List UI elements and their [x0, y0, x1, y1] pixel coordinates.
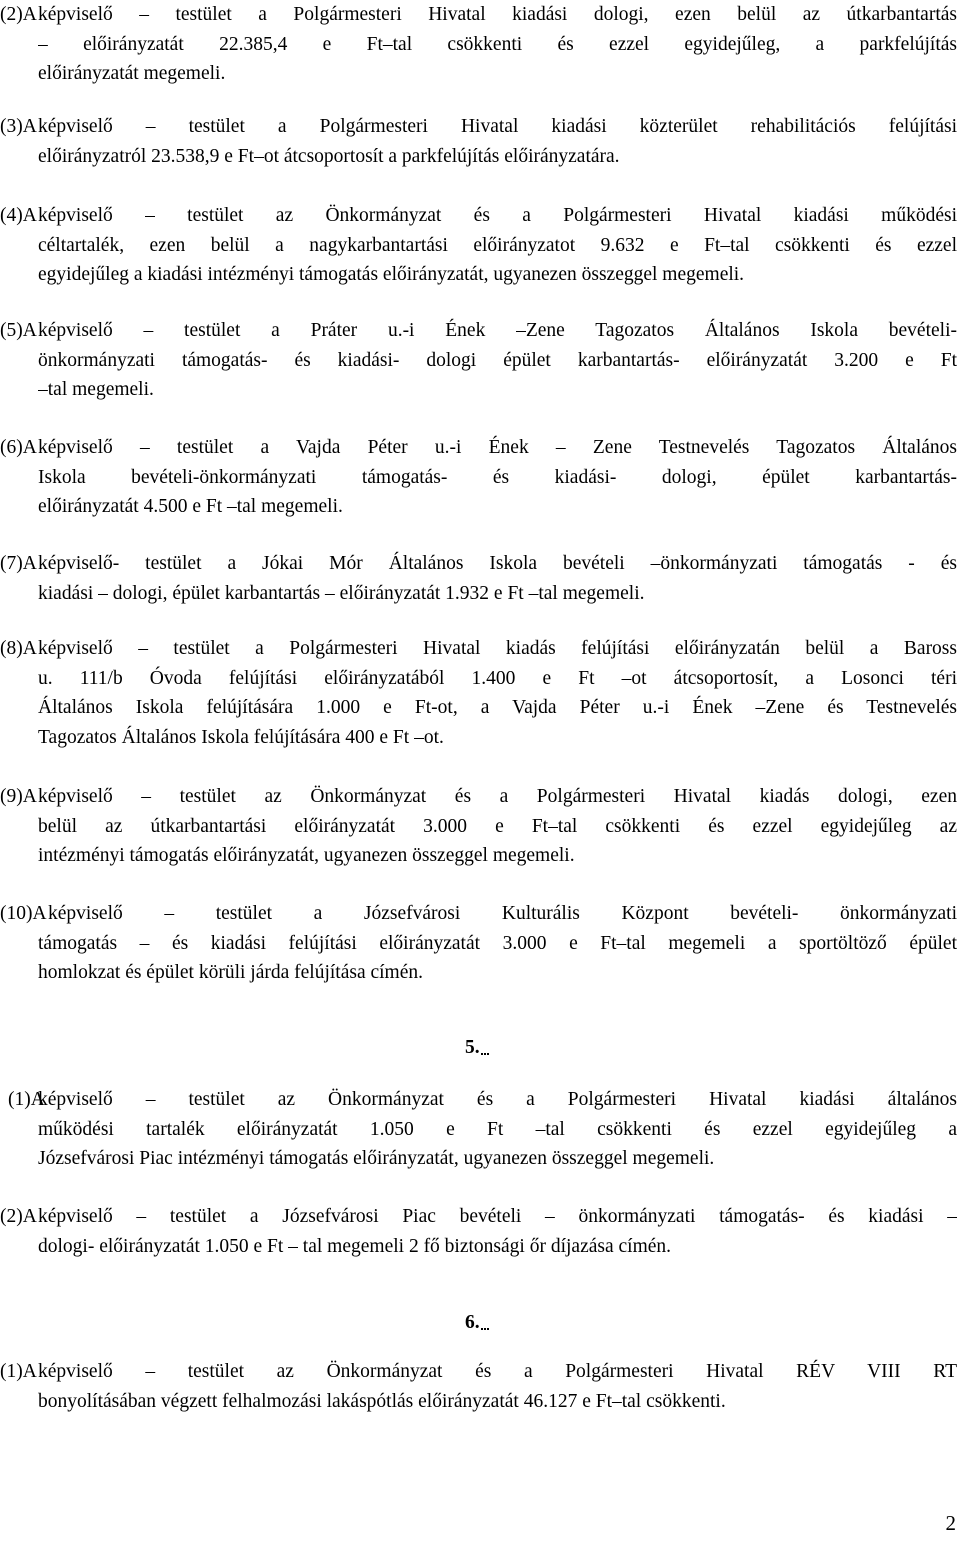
paragraph-line	[0, 1202, 960, 1232]
paragraph-line	[0, 59, 960, 89]
paragraph-line	[0, 316, 960, 346]
paragraph-number: (3)A	[0, 116, 37, 137]
paragraph-line	[0, 664, 960, 694]
paragraph-text: intézményi támogatás előirányzatát, ugyanezen összeggel megemeli.	[38, 845, 575, 867]
paragraph-line	[0, 1357, 960, 1387]
section-marker	[481, 1312, 489, 1330]
paragraph-text: támogatás – és kiadási felújítási előirányzatát 3.000 e Ft–tal megemeli a sportöltöző épület	[38, 932, 957, 954]
paragraph-line	[0, 142, 960, 172]
paragraph-number: (8)A	[0, 638, 37, 659]
paragraph-line	[0, 958, 960, 988]
paragraph-line	[0, 579, 960, 609]
paragraph-text: előirányzatát megemeli.	[38, 63, 226, 85]
section-heading-text: 6.	[465, 1312, 480, 1333]
paragraph-text: Józsefvárosi Piac intézményi támogatás előirányzatát, ugyanezen összeggel megemeli.	[38, 1148, 715, 1170]
paragraph-text: képviselő – testület a Polgármesteri Hivatal kiadás felújítási előirányzatán belül a Baross	[38, 638, 957, 659]
paragraph-text: önkormányzati támogatás- és kiadási- dologi épület karbantartás- előirányzatát 3.200 e Ft	[38, 349, 957, 371]
paragraph-line	[0, 812, 960, 842]
paragraph-text: bonyolításában végzett felhalmozási lakáspótlás előirányzatát 46.127 e Ft–tal csökkenti.	[38, 1390, 726, 1412]
paragraph-3	[0, 112, 960, 171]
paragraph-text: dologi- előirányzatát 1.050 e Ft – tal megemeli 2 fő biztonsági őr díjazása címén.	[38, 1235, 672, 1257]
paragraph-line	[0, 1115, 960, 1145]
paragraph-number: (2)A	[0, 4, 37, 25]
paragraph-line	[0, 1232, 960, 1262]
paragraph-4	[0, 201, 960, 290]
paragraph-number: (6)A	[0, 437, 37, 458]
paragraph-text: képviselő – testület az Önkormányzat és a Polgármesteri Hivatal kiadási működési	[38, 205, 957, 226]
paragraph-text: Általános Iskola felújítására 1.000 e Ft-ot, a Vajda Péter u.-i Ének –Zene és Testnevelés	[38, 697, 957, 719]
section5-paragraph-2	[0, 1202, 960, 1261]
paragraph-line	[0, 929, 960, 959]
paragraph-line	[0, 433, 960, 463]
paragraph-8	[0, 634, 960, 752]
paragraph-text: – előirányzatát 22.385,4 e Ft–tal csökkenti és ezzel egyidejűleg, a parkfelújítás	[38, 33, 957, 55]
paragraph-number: (7)A	[0, 553, 37, 574]
paragraph-5	[0, 316, 960, 405]
paragraph-text: képviselő – testület az Önkormányzat és a Polgármesteri Hivatal kiadási általános	[38, 1089, 957, 1110]
paragraph-text: képviselő – testület a Polgármesteri Hivatal kiadási közterület rehabilitációs felújítási	[38, 116, 957, 137]
paragraph-7	[0, 549, 960, 608]
paragraph-line	[0, 1144, 960, 1174]
paragraph-line	[0, 201, 960, 231]
paragraph-text: képviselő – testület a Práter u.-i Ének –Zene Tagozatos Általános Iskola bevételi-	[38, 320, 957, 341]
paragraph-10	[0, 899, 960, 988]
paragraph-line	[0, 549, 960, 579]
paragraph-number: (1)A	[0, 1361, 37, 1382]
section6-paragraph-1	[0, 1357, 960, 1416]
paragraph-number: (10)A	[0, 903, 47, 924]
paragraph-text: homlokzat és épület körüli járda felújítása címén.	[38, 962, 423, 984]
paragraph-line	[0, 723, 960, 753]
section-heading-6	[465, 1308, 489, 1338]
paragraph-number: (2)A	[0, 1206, 37, 1227]
paragraph-text: Iskola bevételi-önkormányzati támogatás- és kiadási- dologi, épület karbantartás-	[38, 466, 957, 488]
paragraph-number: (1)A	[8, 1089, 45, 1110]
paragraph-text: egyidejűleg a kiadási intézményi támogatás előirányzatát, ugyanezen összeggel megemeli.	[38, 264, 745, 286]
paragraph-text: –tal megemeli.	[38, 379, 154, 401]
paragraph-line	[0, 634, 960, 664]
paragraph-number: (4)A	[0, 205, 37, 226]
paragraph-line	[0, 0, 960, 30]
paragraph-line	[0, 492, 960, 522]
paragraph-number: (9)A	[0, 786, 37, 807]
section-heading-text: 5.	[465, 1037, 480, 1058]
paragraph-line	[0, 346, 960, 376]
paragraph-line	[0, 260, 960, 290]
paragraph-text: belül az útkarbantartási előirányzatát 3.000 e Ft–tal csökkenti és ezzel egyidejűleg az	[38, 815, 957, 837]
section5-paragraph-1	[0, 1085, 960, 1174]
page-number: 2	[945, 1511, 956, 1535]
paragraph-text: kiadási – dologi, épület karbantartás – előirányzatát 1.932 e Ft –tal megemeli.	[38, 582, 645, 604]
paragraph-text: működési tartalék előirányzatát 1.050 e Ft –tal csökkenti és ezzel egyidejűleg a	[38, 1118, 957, 1140]
paragraph-text: előirányzatát 4.500 e Ft –tal megemeli.	[38, 496, 343, 518]
paragraph-text: képviselő – testület a Vajda Péter u.-i Ének – Zene Testnevelés Tagozatos Általános	[38, 437, 957, 458]
paragraph-line	[0, 375, 960, 405]
paragraph-line	[0, 231, 960, 261]
paragraph-text: képviselő- testület a Jókai Mór Általános Iskola bevételi –önkormányzati támogatás - és	[38, 553, 957, 574]
paragraph-line	[0, 899, 960, 929]
paragraph-6	[0, 433, 960, 522]
paragraph-text: előirányzatról 23.538,9 e Ft–ot átcsoportosít a parkfelújítás előirányzatára.	[38, 145, 620, 167]
paragraph-text: képviselő – testület a Polgármesteri Hivatal kiadási dologi, ezen belül az útkarbantartás	[38, 4, 957, 25]
paragraph-line	[0, 30, 960, 60]
paragraph-line	[0, 112, 960, 142]
paragraph-line	[0, 693, 960, 723]
paragraph-text: képviselő – testület az Önkormányzat és a Polgármesteri Hivatal RÉV VIII RT	[38, 1361, 957, 1382]
section-heading-5	[465, 1033, 489, 1063]
paragraph-text: képviselő – testület a Józsefvárosi Piac bevételi – önkormányzati támogatás- és kiadási –	[38, 1206, 957, 1227]
section-marker	[481, 1037, 489, 1055]
paragraph-text: képviselő – testület a Józsefvárosi Kulturális Központ bevételi- önkormányzati	[48, 903, 957, 924]
paragraph-text: céltartalék, ezen belül a nagykarbantartási előirányzatot 9.632 e Ft–tal csökkenti és ezzel	[38, 234, 957, 256]
paragraph-line	[0, 1085, 960, 1115]
paragraph-line	[0, 1387, 960, 1417]
paragraph-line	[0, 782, 960, 812]
paragraph-line	[0, 841, 960, 871]
paragraph-number: (5)A	[0, 320, 37, 341]
paragraph-9	[0, 782, 960, 871]
paragraph-2	[0, 0, 960, 89]
paragraph-text: képviselő – testület az Önkormányzat és a Polgármesteri Hivatal kiadás dologi, ezen	[38, 786, 957, 807]
paragraph-line	[0, 463, 960, 493]
paragraph-text: Tagozatos Általános Iskola felújítására 400 e Ft –ot.	[38, 726, 444, 748]
paragraph-text: u. 111/b Óvoda felújítási előirányzatából 1.400 e Ft –ot átcsoportosít, a Losonci téri	[38, 667, 957, 689]
